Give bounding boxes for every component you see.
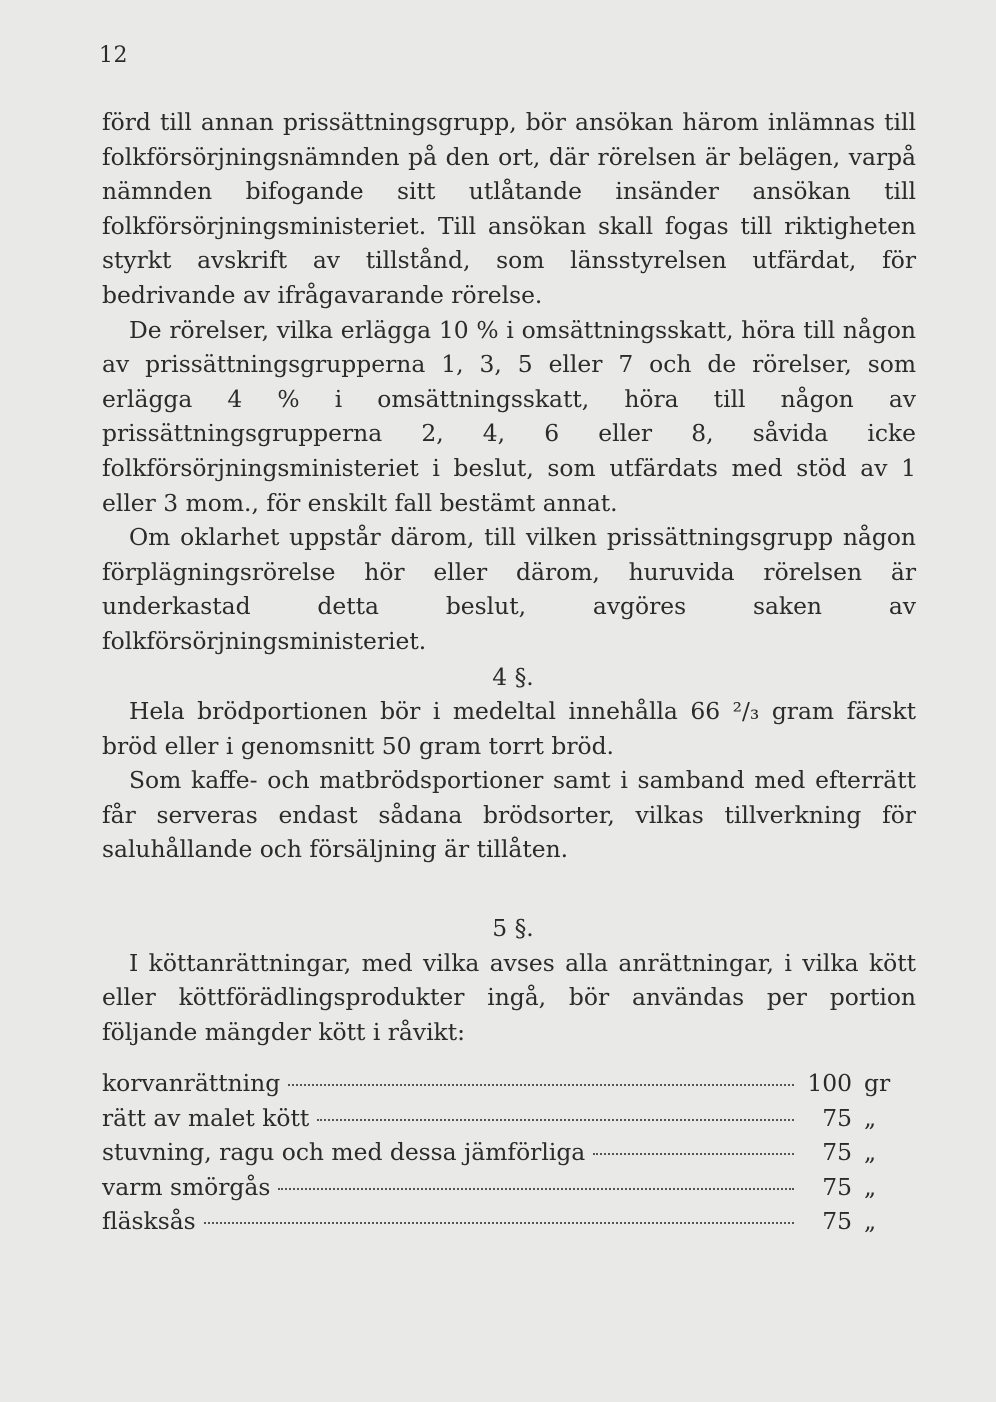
dish-unit: „ bbox=[864, 1138, 877, 1167]
dish-unit: „ bbox=[864, 1103, 877, 1132]
paragraph-meat-dishes: I köttanrättningar, med vilka avses alla anrättningar, i vilka kött eller köttförädlingsprodukter ingå, bör användas per portion följande mängder kött i råvikt: bbox=[102, 948, 916, 1046]
dish-unit: „ bbox=[864, 1172, 877, 1201]
table-row bbox=[102, 1101, 904, 1136]
table-row bbox=[102, 1135, 904, 1170]
dish-name: korvanrättning bbox=[102, 1069, 281, 1097]
dish-name: varm smörgås bbox=[102, 1172, 271, 1201]
page-number: 12 bbox=[99, 43, 128, 68]
table-row bbox=[102, 1066, 904, 1101]
paragraph-unclear-group: Om oklarhet uppstår därom, till vilken prissättningsgrupp någon förplägningsrörelse hör eller därom, huruvida rörelsen är underkastad detta beslut, avgöres saken av folkförsörjningsministeriet. bbox=[102, 523, 916, 655]
dish-amount: 75 bbox=[822, 1138, 852, 1167]
paragraph-coffee-bread: Som kaffe- och matbrödsportioner samt i samband med efterrätt får serveras endast sådana brödsorter, vilkas tillverkning för saluhållande och försäljning är tillåten. bbox=[102, 766, 916, 864]
dot-leader bbox=[288, 1084, 794, 1086]
body-text bbox=[102, 105, 916, 1049]
dish-name: stuvning, ragu och med dessa jämförliga bbox=[102, 1138, 586, 1167]
dot-leader bbox=[317, 1119, 794, 1121]
dot-leader bbox=[278, 1188, 794, 1190]
dish-unit: gr bbox=[864, 1069, 891, 1097]
dish-name: fläsksås bbox=[102, 1207, 196, 1236]
dish-amount: 75 bbox=[822, 1207, 852, 1236]
dish-amount: 75 bbox=[822, 1103, 852, 1132]
dot-leader bbox=[204, 1222, 794, 1224]
table-row bbox=[102, 1204, 904, 1239]
paragraph-continued: förd till annan prissättningsgrupp, bör ansökan härom inlämnas till folkförsörjningsnämnden på den ort, där rörelsen är belägen, varpå nämnden bifogande sitt utlåtande insänder ansökan till folkförsörjningsministeriet. Till ansökan skall fogas till riktigheten styrkt avskrift av tillstånd, som länsstyrelsen utfärdat, för bedrivande av ifrågavarande rörelse. bbox=[102, 108, 916, 309]
section-5-heading: 5 §. bbox=[492, 914, 534, 943]
dish-name: rätt av malet kött bbox=[102, 1103, 310, 1132]
section-4-heading: 4 §. bbox=[492, 662, 534, 691]
table-row bbox=[102, 1170, 904, 1205]
paragraph-tax-groups: De rörelser, vilka erlägga 10 % i omsättningsskatt, höra till någon av prissättningsgrupperna 1, 3, 5 eller 7 och de rörelser, som erlägga 4 % i omsättningsskatt, höra till någon av prissättningsgrupperna 2, 4, 6 eller 8, såvida icke folkförsörjningsministeriet i beslut, som utfärdats med stöd av 1 eller 3 mom., för enskilt fall bestämt annat. bbox=[102, 315, 916, 517]
dot-leader bbox=[593, 1153, 794, 1155]
paragraph-bread-portion: Hela brödportionen bör i medeltal innehålla 66 ²/₃ gram färskt bröd eller i genomsnitt 50 gram torrt bröd. bbox=[102, 697, 916, 760]
dish-unit: „ bbox=[864, 1207, 877, 1236]
dish-amount: 100 bbox=[807, 1069, 852, 1097]
meat-amount-table bbox=[102, 1066, 904, 1239]
dish-amount: 75 bbox=[822, 1172, 852, 1201]
